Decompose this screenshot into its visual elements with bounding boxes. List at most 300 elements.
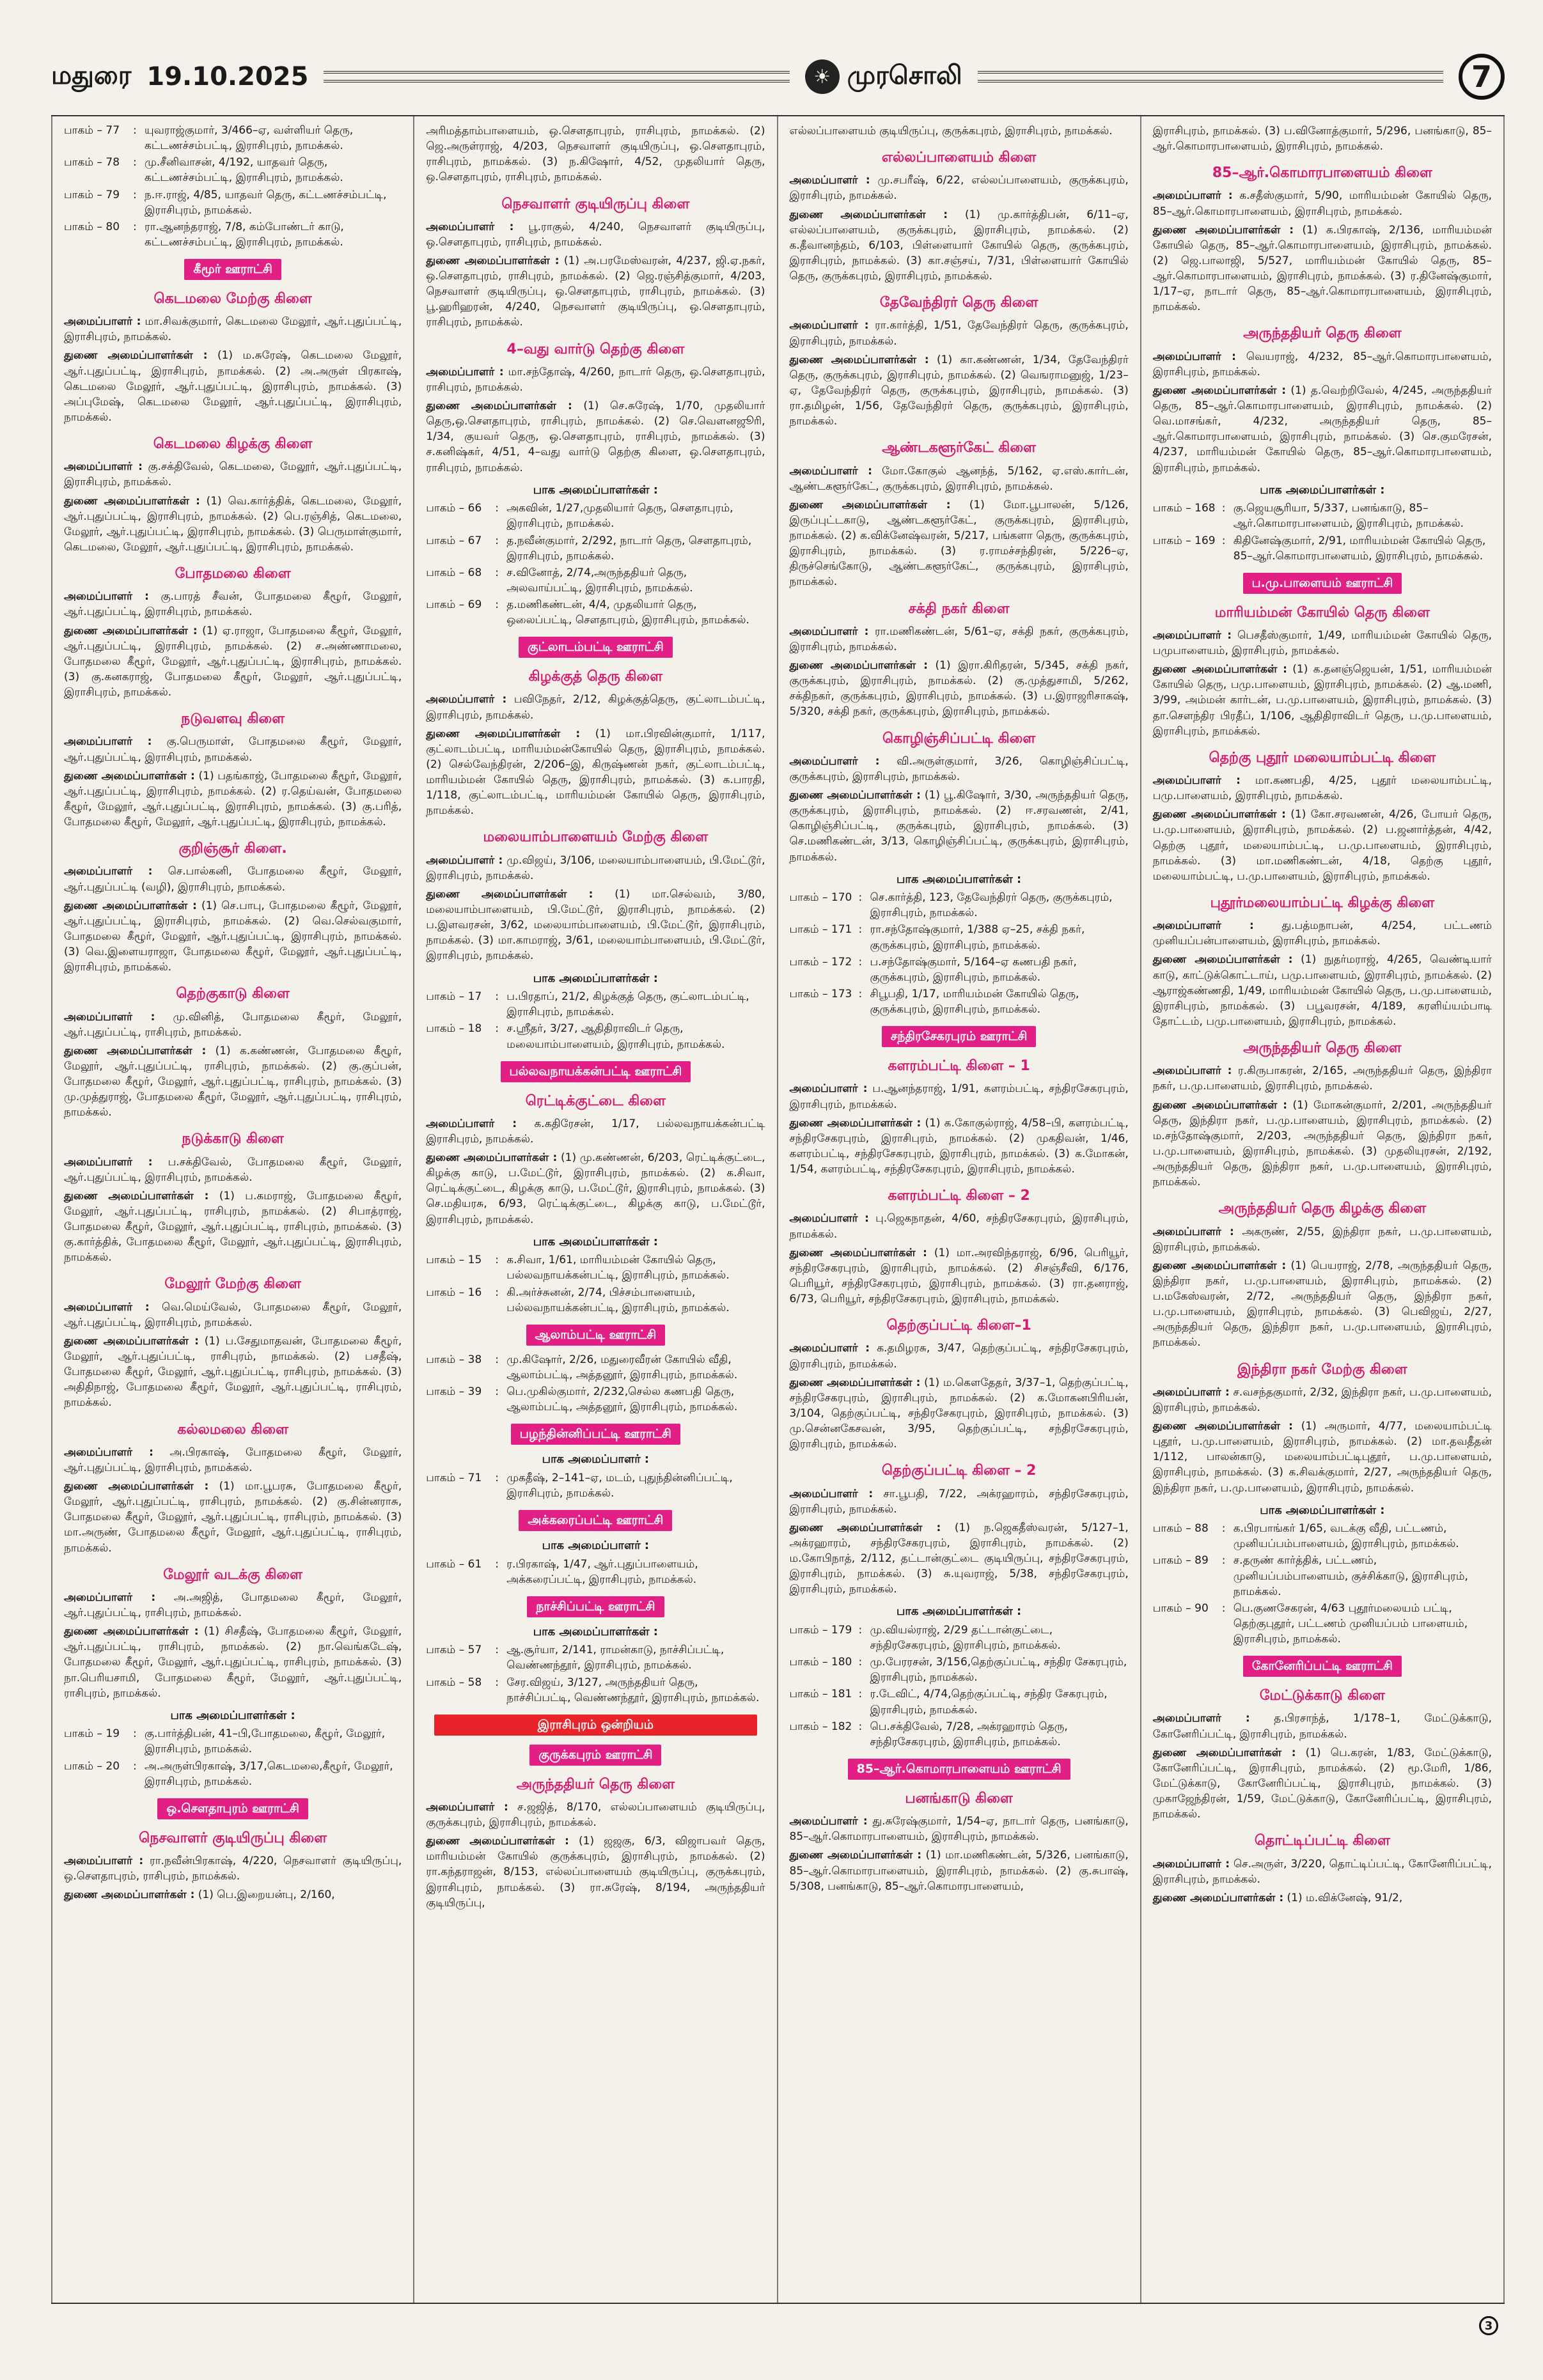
organiser-details: க.சதீஸ்குமார், 5/90, மாரியம்மன் கோயில் தெரு, 85–ஆர்.கொமாரபாளையம், இராசிபுரம், நாமக்கல். (1152, 189, 1492, 218)
organiser-details: (1) த.வெற்றிவேல், 4/245, அருந்ததியர் தெரு, 85–ஆர்.கொமாரபாளையம், இராசிபுரம், நாமக்கல். (2) வெ.மாசங்கர், 4/232, அருந்ததியர் தெரு, 85–ஆர்.கொமாரபாளையம், இராசிபுரம், நாமக்கல். (3) செ.குமரேசன், 4/237, மாரியம்மன் கோயில் தெரு, 85–ஆர்.கொமாரபாளையம், இராசிபுரம், நாமக்கல். (1152, 384, 1492, 474)
panchayat-banner: ஆலாம்பட்டி ஊராட்சி (526, 1325, 666, 1346)
organiser-entry (1153, 952, 1492, 1029)
role-label: அமைப்பாளர் : (426, 853, 503, 867)
part-organiser: க.சிவா, 1/61, மாரியம்மன் கோயில் தெரு, பல்லவநாயக்கன்பட்டி, இராசிபுரம், நாமக்கல். (506, 1254, 730, 1282)
part-entry (426, 501, 765, 531)
column-3 (778, 116, 1141, 2303)
role-label: அமைப்பாளர் : (426, 1117, 517, 1130)
branch-heading: அருந்ததியர் தெரு கிழக்கு கிளை (1218, 1201, 1427, 1217)
organiser-details: (1) சிசதீஷ், போதமலை கீழூர், மேலூர், ஆர்.புதுப்பட்டி, ராசிபுரம், நாமக்கல். (2) நா.வெங்கடேஷ், போதமலை கீழூர், மேலூர், ஆர்.புதுப்பட்டி, ராசிபுரம், நாமக்கல். (3) நா.பெரியசாமி, போதமலை கீழூர், மேலூர், ஆர்.புதுப்பட்டி, ராசிபுரம், நாமக்கல். (64, 1625, 402, 1700)
organiser-entry (426, 853, 765, 883)
role-label: அமைப்பாளர் : (426, 1800, 508, 1814)
part-organisers-heading: பாக அமைப்பாளர்கள் : (897, 872, 1022, 886)
branch-heading: கெடமலை மேற்கு கிளை (153, 290, 312, 307)
part-organiser: சேர.விஜய், 3/127, அருந்ததியர் தெரு, நாச்சிப்பட்டி, வெண்ணந்தூர், இராசிபுரம், நாமக்கல். (506, 1676, 760, 1704)
role-label: துணை அமைப்பாளர்கள் : (426, 727, 581, 740)
organiser-details: மோ.கோகுல் ஆனந்த், 5/162, ஏ.எஸ்.கார்டன், ஆண்டகளூர்கேட், குருக்கபுரம், இராசிபுரம், நாமக்கல். (789, 464, 1129, 493)
role-label: துணை அமைப்பாளர்கள் : (789, 1116, 921, 1130)
part-number: பாகம் – 68 (426, 566, 482, 579)
colon-separator: : (858, 923, 863, 937)
organiser-entry (64, 623, 402, 701)
part-number: பாகம் – 89 (1152, 1554, 1209, 1567)
organiser-details: வெ.மெய்வேல், போதமலை கீழூர், மேலூர், ஆர்.புதுப்பட்டி, இராசிபுரம், நாமக்கல். (64, 1300, 402, 1329)
organiser-details: (1) மா.செல்வம், 3/80, மலையாம்பாளையம், பி.மேட்டூர், இராசிபுரம், நாமக்கல். (2) ப.இளவரசன், 3/62, மலையாம்பாளையம், பி.மேட்டூர், இராசிபுரம், நாமக்கல். (3) மா.காமராஜ், 3/61, மலையாம்பாளையம், பி.மேட்டூர், இராசிபுரம், நாமக்கல். (426, 887, 765, 963)
role-label: துணை அமைப்பாளர்கள் : (1152, 1891, 1284, 1904)
role-label: துணை அமைப்பாளர்கள் : (789, 353, 929, 366)
branch-heading: 85–ஆர்.கொமாரபாளையம் கிளை (1212, 165, 1432, 182)
branch-heading: 4–வது வார்டு தெற்கு கிளை (506, 341, 685, 357)
part-number: பாகம் – 173 (789, 987, 852, 1000)
organiser-entry (426, 887, 765, 964)
colon-separator: : (133, 124, 137, 137)
part-number: பாகம் – 61 (426, 1557, 482, 1571)
panchayat-banner: சந்திரசேகரபுரம் ஊராட்சி (882, 1026, 1037, 1047)
part-organiser: பெ.முகில்குமார், 2/232,செல்ல கணபதி தெரு, ஆலாம்பட்டி, அத்தனூர், இராசிபுரம், நாமக்கல். (506, 1385, 738, 1414)
part-number: பாகம் – 57 (426, 1644, 482, 1657)
organiser-entry (790, 318, 1129, 348)
part-number: பாகம் – 182 (789, 1720, 852, 1733)
part-organiser: யுவராஜ்குமார், 3/466–ஏ, வள்ளியர் தெரு, கட்டணச்சம்பட்டி, இராசிபுரம், நாமக்கல். (145, 124, 354, 153)
organiser-details: (1) பூ.கிஷோர், 3/30, அருந்ததியர் தெரு, குருக்கபுரம், இராசிபுரம், நாமக்கல். (2) ஈ.சரவணன், 2/41, கொழிஞ்சிப்பட்டி, குருக்கபுரம், இராசிபுரம், நாமக்கல். (3) செ.மணிகண்டன், 3/13, கொழிஞ்சிப்பட்டி, குருக்கபுரம், இராசிபுரம், நாமக்கல். (789, 789, 1129, 864)
colon-separator: : (858, 1656, 863, 1669)
colon-separator: : (133, 1727, 137, 1741)
part-number: பாகம் – 172 (789, 955, 852, 968)
part-organiser: ப.பிரதாப், 21/2, கிழக்குத் தெரு, குட்லாடம்பட்டி, இராசிபுரம், நாமக்கல். (506, 990, 749, 1019)
organiser-entry (64, 1300, 402, 1330)
organiser-entry (64, 494, 402, 556)
part-entry (64, 219, 402, 250)
part-entry (426, 989, 765, 1020)
organiser-entry (1153, 1098, 1492, 1190)
role-label: துணை அமைப்பாளர்கள் : (1152, 1420, 1293, 1433)
organiser-details: (1) ப.சேதுமாதவன், போதமலை கீழூர், மேலூர், ஆர்.புதுப்பட்டி, ராசிபுரம், நாமக்கல். (2) பசதீஷ், போதமலை கீழூர், மேலூர், ஆர்.புதுப்பட்டி, ராசிபுரம், நாமக்கல். (3) அதிதிநாஜ், போதமலை கீழூர், மேலூர், ஆர்.புதுப்பட்டி, ராசிபுரம், நாமக்கல். (64, 1334, 402, 1410)
role-label: அமைப்பாளர் : (789, 1487, 873, 1500)
part-number: பாகம் – 20 (64, 1759, 120, 1773)
organiser-entry (1153, 1385, 1492, 1415)
role-label: துணை அமைப்பாளர்கள் : (789, 659, 928, 673)
organiser-details: (1) இரா.கிரிதரன், 5/345, சக்தி நகர், குருக்கபுரம், இராசிபுரம், நாமக்கல். (2) கு.முத்துசாமி, 5/262, சக்திநகர், குருக்கபுரம், இராசிபுரம், நாமக்கல். (3) ப.இராஜரிசாகஷ், 5/320, சக்தி நகர், குருக்கபுரம், இராசிபுரம், நாமக்கல். (789, 659, 1129, 719)
organiser-entry (64, 459, 402, 490)
colon-separator: : (495, 1254, 499, 1267)
organiser-details: ப.ஆனந்தராஜ், 1/91, களரம்பட்டி, சந்திரசேகரபுரம், இராசிபுரம், நாமக்கல். (789, 1082, 1129, 1111)
part-organiser: சிபூபதி, 1/17, மாரியம்மன் கோயில் தெரு, குருக்கபுரம், இராசிபுரம், நாமக்கல். (870, 987, 1079, 1016)
role-label: அமைப்பாளர் : (426, 220, 514, 233)
organiser-details: (1) ஏ.ராஜா, போதமலை கீழூர், மேலூர், ஆர்.புதுப்பட்டி, இராசிபுரம், நாமக்கல். (2) ச.அண்ணாமலை, போதமலை கீழூர், மேலூர், ஆர்.புதுப்பட்டி, இராசிபுரம், நாமக்கல். (3) கு.கனகராஜ், போதமலை கீழூர், மேலூர், ஆர்.புதுப்பட்டி, இராசிபுரம், நாமக்கல். (64, 624, 402, 699)
colon-separator: : (1221, 534, 1226, 547)
branch-heading: தேவேந்திரர் தெரு கிளை (879, 295, 1038, 311)
organiser-entry (64, 1043, 402, 1121)
organiser-entry (64, 1624, 402, 1701)
branch-heading: நடுக்காடு கிளை (182, 1131, 284, 1147)
branch-heading: பனங்காடு கிளை (905, 1790, 1013, 1807)
organiser-details: (1) ம.கௌதேதர், 3/37–1, தெற்குப்பட்டி, சந்திரசேகரபுரம், இராசிபுரம், நாமக்கல். (2) க.மோகனபிரியன், 3/104, தெற்குப்பட்டி, சந்திரசேகரபுரம், இராசிபுரம், நாமக்கல். (3) மு.சென்னகேசவன், 3/95, தெற்குப்பட்டி, சந்திரசேகரபுரம், இராசிபுரம், நாமக்கல். (789, 1376, 1129, 1451)
part-entry (790, 1622, 1129, 1653)
page-number: 7 (1459, 54, 1505, 100)
organiser-entry (64, 768, 402, 830)
part-number: பாகம் – 90 (1152, 1601, 1209, 1615)
organiser-details: க.தமிழரசு, 3/47, தெற்குப்பட்டி, சந்திரசேகரபுரம், இராசிபுரம், நாமக்கல். (789, 1342, 1129, 1371)
part-organiser: முகதீஷ், 2–141–ஏ, மடம், புதுந்தின்னிப்பட்டி, இராசிபுரம், நாமக்கல். (506, 1471, 733, 1500)
masthead-rule (324, 71, 789, 82)
part-number: பாகம் – 17 (426, 990, 482, 1004)
organiser-details: (1) க.பிரகாஷ், 2/136, மாரியம்மன் கோயில் தெரு, 85–ஆர்.கொமாரபாளையம், இராசிபுரம், நாமக்கல். (2) ஜெ.பாலாஜி, 5/527, மாரியம்மன் கோயில் தெரு, 85–ஆர்.கொமாரபாளையம், இராசிபுரம், நாமக்கல். (3) ர.தினேஷ்குமார், 1/17–ஏ, நாடார் தெரு, 85–ஆர்.கொமாரபாளையம், இராசிபுரம், நாமக்கல். (1152, 223, 1492, 314)
organiser-details: (1) செ.சுரேஷ், 1/70, முதலியார் தெரு,ஒ.சௌதாபுரம், ராசிபுரம், நாமக்கல். (2) செ.வெளனஜூரி, 1/34, குயவர் தெரு, ஒ.சௌதாபுரம், ராசிபுரம், நாமக்கல். (3) ச.கனிஷ்கர், 4/51, 4–வது வார்டு தெற்கு கிளை, ஒ.சௌதாபுரம், ராசிபுரம், நாமக்கல். (426, 400, 765, 474)
colon-separator: : (858, 1688, 863, 1701)
organiser-details: சா.பூபதி, 7/22, அக்ரஹாரம், சந்திரசேகரபுரம், இராசிபுரம், நாமக்கல். (789, 1487, 1129, 1516)
part-entry (64, 1726, 402, 1757)
organiser-entry (64, 898, 402, 976)
organiser-details: கு.சக்திவேல், கெடமலை, மேலூர், ஆர்.புதுப்பட்டி, இராசிபுரம், நாமக்கல். (64, 460, 402, 489)
role-label: துணை அமைப்பாளர்கள் : (1152, 808, 1286, 821)
part-organiser: மு.பேரரசன், 3/156,தெற்குப்பட்டி, சந்திர சேகரபுரம், இராசிபுரம், நாமக்கல். (870, 1656, 1127, 1684)
part-organiser: கு.ஜெயசூரியா, 5/337, பனங்காடு, 85–ஆர்.கொமாரபாளையம், இராசிபுரம், நாமக்கல். (1233, 502, 1464, 531)
organiser-entry (790, 1375, 1129, 1452)
organiser-details: க.கதிரேசன், 1/17, பல்லவநாயக்கன்பட்டி இராசிபுரம், நாமக்கல். (426, 1117, 765, 1146)
colon-separator: : (495, 1022, 499, 1036)
role-label: துணை அமைப்பாளர்கள் : (64, 1044, 207, 1057)
organiser-details: (1) மோ.பூபாலன், 5/126, இருப்புட்டகாடு, ஆண்டகளூர்கேட், குருக்கபுரம், இராசிபுரம், நாமக்கல். (2) க.விக்னேஷ்வரன், 5/217, பங்களா தெரு, குருக்கபுரம், இராசிபுரம், நாமக்கல். (3) ர.ராமச்சந்திரன், 5/226–ஏ, திருச்செங்கோடு, ஆண்டகளூர்கேட், குருக்கபுரம், இராசிபுரம், நாமக்கல். (789, 498, 1129, 589)
organiser-details: அ.அஜித், போதமலை கீழூர், மேலூர், ஆர்.புதுப்பட்டி, ராசிபுரம், நாமக்கல். (64, 1591, 402, 1620)
organiser-entry (1153, 662, 1492, 739)
part-entry (426, 1252, 765, 1283)
column-2 (414, 116, 778, 2303)
part-number: பாகம் – 38 (426, 1353, 482, 1366)
organiser-entry (426, 1833, 765, 1911)
branch-heading: களரம்பட்டி கிளை – 2 (888, 1188, 1030, 1204)
organiser-entry (790, 658, 1129, 720)
organiser-entry (790, 754, 1129, 784)
panchayat-banner: அக்கரைப்பட்டி ஊராட்சி (519, 1510, 672, 1531)
branch-heading: தொட்டிப்பட்டி கிளை (1254, 1833, 1390, 1849)
organiser-details: ரா.மணிகண்டன், 5/61–ஏ, சக்தி நகர், குருக்கபுரம், இராசிபுரம், நாமக்கல். (789, 625, 1129, 653)
organiser-entry (790, 352, 1129, 430)
branch-heading: மலையாம்பாளையம் மேற்கு கிளை (483, 829, 709, 846)
organiser-details: (1) க.கோகுல்ராஜ், 4/58–பி, களரம்பட்டி, சந்திரசேகரபுரம், இராசிபுரம், நாமக்கல். (2) முகதிவன், 1/46, களரம்பட்டி, சந்திரசேகரபுரம், இராசிபுரம், நாமக்கல். (3) க.மோகன், 1/54, களரம்பட்டி, சந்திரசேகரபுரம், இராசிபுரம், நாமக்கல். (789, 1116, 1129, 1176)
role-label: துணை அமைப்பாளர்கள் : (1152, 223, 1294, 237)
branch-heading: அருந்ததியர் தெரு கிளை (516, 1776, 675, 1793)
role-label: அமைப்பாளர் : (64, 1591, 156, 1604)
organiser-details: து.சுரேஷ்குமார், 1/54–ஏ, நாடார் தெரு, பனங்காடு, 85–ஆர்.கொமாரபாளையம், இராசிபுரம், நாமக்கல். (789, 1815, 1129, 1844)
part-organiser: ர.டேவிட், 4/74,தெற்குப்பட்டி, சந்திர சேகரபுரம், இராசிபுரம், நாமக்கல். (870, 1688, 1108, 1716)
part-entry (64, 155, 402, 185)
role-label: அமைப்பாளர் : (1152, 774, 1241, 788)
organiser-details: (1) பெ.இறையன்பு, 2/160, (198, 1888, 335, 1902)
part-organisers-heading: பாக அமைப்பாளர்கள் : (533, 1234, 658, 1248)
panchayat-banner: கீமூர் ஊராட்சி (184, 259, 281, 280)
organiser-details: வெயராஜ், 4/232, 85–ஆர்.கொமாரபாளையம், இராசிபுரம், நாமக்கல். (1152, 350, 1492, 378)
part-number: பாகம் – 18 (426, 1022, 482, 1036)
part-number: பாகம் – 66 (426, 502, 482, 515)
role-label: அமைப்பாளர் : (64, 1010, 155, 1023)
panchayat-banner: பல்லவநாயக்கன்பட்டி ஊராட்சி (501, 1061, 691, 1082)
organiser-details: (1) ஜஜகு, 6/3, விஜாபவர் தெரு, மாரியம்மன் கோயில் குருக்கபுரம், இராசிபுரம், நாமக்கல். (2) ரா.கந்தராஜன், 8/153, எல்லப்பாளையம் குடியிருப்பு, குருக்கபுரம், இராசிபுரம், நாமக்கல். (3) ரா.சுரேஷ், 8/194, அருந்ததியர் குடியிருப்பு, (426, 1835, 765, 1909)
organiser-entry (790, 1245, 1129, 1307)
part-entry (790, 1719, 1129, 1750)
colon-separator: : (1221, 1522, 1226, 1536)
role-label: அமைப்பாளர் : (64, 1855, 144, 1868)
branch-heading: கல்லமலை கிளை (177, 1421, 288, 1438)
organiser-entry (426, 219, 765, 250)
branch-heading: இந்திரா நகர் மேற்கு கிளை (1237, 1361, 1407, 1378)
part-organiser: கிதினேஷ்குமார், 2/91, மாரியம்மன் கோயில் தெரு, 85–ஆர்.கொமாரபாளையம், இராசிபுரம், நாமக்கல். (1233, 534, 1486, 563)
organiser-entry (1153, 222, 1492, 315)
organiser-entry (64, 1853, 402, 1884)
organiser-details: (1) மா.மணிகண்டன், 5/326, பனங்காடு, 85–ஆர்.கொமாரபாளையம், இராசிபுரம், நாமக்கல். (2) கு.சுபாஷ், 5/308, பனங்காடு, 85–ஆர்.கொமாரபாளையம், (789, 1849, 1129, 1893)
branch-heading: சக்தி நகர் கிளை (908, 600, 1010, 617)
part-organiser: ஆ.சூர்யா, 2/141, ராமன்காடு, நாச்சிப்பட்டி, வெண்ணந்தூர், இராசிபுரம், நாமக்கல். (506, 1644, 725, 1672)
part-entry (64, 187, 402, 218)
part-number: பாகம் – 58 (426, 1676, 482, 1689)
organiser-details: த.பிரசாந்த், 1/178–1, மேட்டுக்காடு, கோனேரிப்பட்டி, இராசிபுரம், நாமக்கல். (1152, 1712, 1492, 1741)
role-label: துணை அமைப்பாளர்கள் : (789, 498, 951, 511)
part-number: பாகம் – 78 (64, 156, 120, 169)
organiser-entry (426, 364, 765, 395)
masthead-rule (978, 71, 1443, 82)
branch-heading: தெற்கு புதூர் மலையாம்பட்டி கிளை (1209, 749, 1436, 766)
role-label: துணை அமைப்பாளர்கள் : (64, 899, 197, 912)
colon-separator: : (858, 955, 863, 968)
role-label: அமைப்பாளர் : (789, 319, 869, 332)
organiser-details: செ.பால்கனி, போதமலை கீழூர், மேலூர், ஆர்.புதுப்பட்டி (வழி), இராசிபுரம், நாமக்கல். (64, 865, 402, 894)
part-number: பாகம் – 80 (64, 220, 120, 233)
part-organiser: ச.வினோத், 2/74,அருந்ததியர் தெரு, அலவாய்பட்டி, இராசிபுரம், நாமக்கல். (506, 566, 693, 595)
branch-heading: மேலூர் வடக்கு கிளை (163, 1566, 303, 1583)
colon-separator: : (495, 1353, 499, 1366)
organiser-details: மா.கணபதி, 4/25, புதூர் மலையாம்பட்டி, பமு.பாளையம், இராசிபுரம், நாமக்கல். (1152, 774, 1492, 803)
organiser-entry (790, 173, 1129, 203)
part-number: பாகம் – 67 (426, 534, 482, 547)
panchayat-banner: கோனேரிப்பட்டி ஊராட்சி (1243, 1656, 1402, 1677)
part-entry (1153, 1521, 1492, 1552)
organiser-entry (1153, 1856, 1492, 1887)
part-entry (426, 1675, 765, 1706)
colon-separator: : (495, 990, 499, 1004)
part-number: பாகம் – 77 (64, 124, 120, 137)
footer-page-marker: 3 (1479, 2316, 1498, 2335)
role-label: அமைப்பாளர் : (426, 365, 504, 378)
part-entry (426, 1021, 765, 1052)
role-label: அமைப்பாளர் : (64, 1155, 153, 1169)
branch-heading: குறிஞ்சூர் கிளை. (178, 841, 287, 857)
sun-emblem-icon: ☀ (805, 59, 840, 94)
role-label: துணை அமைப்பாளர்கள் : (789, 1521, 941, 1534)
role-label: துணை அமைப்பாளர்கள் : (426, 254, 560, 267)
organiser-entry (1153, 349, 1492, 380)
role-label: அமைப்பாளர் : (789, 464, 872, 478)
part-entry (790, 986, 1129, 1017)
panchayat-banner: பழந்தின்னிப்பட்டி ஊராட்சி (511, 1424, 680, 1445)
branch-heading: ஆண்டகளூர்கேட் கிளை (882, 440, 1036, 456)
organiser-entry (790, 1486, 1129, 1517)
branch-heading: புதூர்மலையாம்பட்டி கிழக்கு கிளை (1210, 894, 1435, 911)
organiser-details: (1) பெ.கரன், 1/83, மேட்டுக்காடு, கோனேரிப்பட்டி, இராசிபுரம், நாமக்கல். (2) மூ.மேரி, 1/86, மேட்டுக்காடு, கோனேரிப்பட்டி, இராசிபுரம், நாமக்கல். (3) முகாஜேந்திரன், 1/59, மேட்டுக்காடு, கோனேரிப்பட்டி, இராசிபுரம், நாமக்கல். (1152, 1746, 1492, 1821)
role-label: அமைப்பாளர் : (1152, 189, 1233, 203)
organiser-entry (426, 1116, 765, 1147)
part-entry (426, 1470, 765, 1501)
organiser-entry (790, 1211, 1129, 1241)
organiser-details: ச.ஜஜித், 8/170, எல்லப்பாளையம் குடியிருப்பு, குருக்கபுரம், இராசிபுரம், நாமக்கல். (426, 1800, 765, 1830)
part-organiser: த.நவீன்குமார், 2/292, நாடார் தெரு, சௌதாபுரம், இராசிபுரம், நாமக்கல். (506, 534, 752, 563)
part-organisers-heading: பாக அமைப்பாளர்கள் : (897, 1605, 1022, 1619)
role-label: அமைப்பாளர் : (1152, 919, 1254, 933)
colon-separator: : (858, 1720, 863, 1733)
colon-separator: : (495, 534, 499, 547)
organiser-entry (64, 1009, 402, 1040)
role-label: துணை அமைப்பாளர்கள் : (1152, 1098, 1288, 1112)
part-organiser: செ.கார்த்தி, 123, தேவேந்திரர் தெரு, குருக்கபுரம், இராசிபுரம், நாமக்கல். (870, 891, 1113, 920)
part-organiser: அகவின், 1/27,முதலியார் தெரு, சௌதாபுரம், இராசிபுரம், நாமக்கல். (506, 502, 733, 531)
continued-text: அரிமத்தாம்பாளையம், ஒ.சௌதாபுரம், ராசிபுரம், நாமக்கல். (2) ஜெ.அருள்ராஜ், 4/203, நெசவாளர் குடியிருப்பு, ஒ.சௌதாபுரம், ராசிபுரம், நாமக்கல். (3) ந.கிஷோர், 4/52, முதலியார் தெரு, ஒ.சௌதாபுரம், ராசிபுரம், நாமக்கல். (426, 125, 765, 184)
organiser-details: (1) ம.விக்னேஷ், 91/2, (1287, 1891, 1403, 1904)
organiser-entry (790, 1341, 1129, 1371)
organiser-entry (64, 734, 402, 765)
role-label: துணை அமைப்பாளர்கள் : (789, 789, 921, 802)
role-label: துணை அமைப்பாளர்கள் : (64, 624, 198, 637)
role-label: துணை அமைப்பாளர்கள் : (789, 1246, 927, 1259)
organiser-entry (1153, 1419, 1492, 1496)
organiser-details: (1) அருமார், 4/77, மலையாம்பட்டி புதூர், ப.மு.பாளையம், இராசிபுரம், நாமக்கல். (2) மா.தவதீதன் 1/112, பாலன்காடு, மலையாம்பட்டிபுதூர், ப.மு.பாளையம், இராசிபுரம், நாமக்கல். (3) க.சிவக்குமார், 2/27, அருந்ததியர் தெரு, இந்திரா நகர், ப.மு.பாளையம், இராசிபுரம், நாமக்கல். (1152, 1420, 1492, 1495)
branch-heading: மாரியம்மன் கோயில் தெரு கிளை (1214, 604, 1430, 621)
organiser-entry (426, 692, 765, 722)
role-label: அமைப்பாளர் : (789, 625, 869, 638)
issue-date: 19.10.2025 (146, 62, 309, 91)
part-number: பாகம் – 168 (1152, 502, 1216, 515)
part-entry (790, 922, 1129, 953)
organiser-entry (790, 1847, 1129, 1894)
organiser-entry (1153, 918, 1492, 949)
part-number: பாகம் – 171 (789, 923, 852, 937)
role-label: அமைப்பாளர் : (64, 1300, 150, 1314)
organiser-details: மா.சிவக்குமார், கெடமலை மேலூர், ஆர்.புதுப்பட்டி, இராசிபுரம், நாமக்கல். (64, 315, 402, 344)
part-organiser: கு.பார்த்திபன், 41–பி,போதமலை, கீழூர், மேலூர், இராசிபுரம், நாமக்கல். (145, 1727, 386, 1756)
role-label: அமைப்பாளர் : (1152, 1857, 1230, 1871)
role-label: அமைப்பாளர் : (789, 1815, 868, 1828)
organiser-entry (1153, 1224, 1492, 1255)
organiser-details: பூ.ராகுல், 4/240, நெசவாளர் குடியிருப்பு, ஒ.சௌதாபுரம், ராசிபுரம், நாமக்கல். (426, 220, 765, 249)
part-organiser: க.பிரபாங்கர் 1/65, வடக்கு வீதி, பட்டணம், முனியப்பம்பாளையம், இராசிபுரம், நாமக்கல். (1233, 1522, 1459, 1551)
organiser-entry (790, 788, 1129, 865)
organiser-entry (426, 398, 765, 476)
role-label: அமைப்பாளர் : (64, 735, 152, 749)
organiser-details: (1) அ.பரமேஸ்வரன், 4/237, ஜி.ஏ.நகர், ஒ.சௌதாபுரம், ராசிபுரம், நாமக்கல். (2) ஜெ.ரஞ்சித்குமார், 4/203, நெசவாளர் குடியிருப்பு, ஒ.சௌதாபுரம், ராசிபுரம், நாமக்கல். (3) பூ.ஹரிஹரன், 4/240, நெசவாளர் குடியிருப்பு, ஒ.சௌதாபுரம், ராசிபுரம், நாமக்கல். (426, 254, 765, 329)
part-entry (1153, 1601, 1492, 1647)
organiser-entry (1153, 628, 1492, 658)
organiser-details: மு.விஜய், 3/106, மலையாம்பாளையம், பி.மேட்டூர், இராசிபுரம், நாமக்கல். (426, 853, 765, 882)
role-label: அமைப்பாளர் : (64, 315, 141, 329)
organiser-details: (1) மா.பிரவின்குமார், 1/117, குட்லாடம்பட்டி, மாரியம்மன்கோயில் தெரு, இராசிபுரம், நாமக்கல். (2) செல்வேந்திரன், 2/206–இ, கிருஷ்ணன் நகர், குட்லாடம்பட்டி, மாரியம்மன் கோயில் தெரு, இராசிபுரம், நாமக்கல். (3) க.பாரதி, 1/118, குட்லாடம்பட்டி, மாரியம்மன் கோயில் தெரு, இராசிபுரம், நாமக்கல். (426, 727, 765, 818)
colon-separator: : (1221, 1554, 1226, 1567)
role-label: அமைப்பாளர் : (64, 590, 149, 603)
colon-separator: : (495, 1557, 499, 1571)
organiser-details: மா.சந்தோஷ், 4/260, நாடார் தெரு, ஒ.சௌதாபுரம், ராசிபுரம், நாமக்கல். (426, 365, 765, 394)
part-organiser: அ.அருள்பிரகாஷ், 3/17,கெடமலை,கீழூர், மேலூர், இராசிபுரம், நாமக்கல். (145, 1759, 393, 1788)
branch-heading: போதமலை கிளை (175, 566, 291, 582)
panchayat-banner: குருக்கபுரம் ஊராட்சி (529, 1745, 661, 1766)
role-label: துணை அமைப்பாளர்கள் : (1152, 384, 1287, 397)
part-organiser: ச.ஸ்ரீதர், 3/27, ஆதிதிராவிடர் தெரு, மலையாம்பாளையம், இராசிபுரம், நாமக்கல். (506, 1022, 725, 1051)
organiser-details: அகருண், 2/55, இந்திரா நகர், ப.மு.பாளையம், இராசிபுரம், நாமக்கல். (1152, 1225, 1492, 1254)
organiser-details: பு.ஜெகநாதன், 4/60, சந்திரசேகரபுரம், இராசிபுரம், நாமக்கல். (789, 1212, 1129, 1241)
colon-separator: : (495, 1644, 499, 1657)
part-organiser: ப.சந்தோஷ்குமார், 5/164–ஏ கணபதி நகர், குருக்கபுரம், இராசிபுரம், நாமக்கல். (870, 955, 1077, 984)
organiser-details: (1) மா.அரவிந்தராஜ், 6/96, பெரியூர், சந்திரசேகரபுரம், இராசிபுரம், நாமக்கல். (2) சிசஞ்சீவி, 6/176, பெரியூர், சந்திரசேகரபுரம், இராசிபுரம், நாமக்கல். (3) ரா.தனராஜ், 6/73, பெரியூர், சந்திரசேகரபுரம், இராசிபுரம், நாமக்கல். (789, 1246, 1129, 1306)
part-organiser: கி.அர்ச்சுனன், 2/74, பிச்சம்பாளையம், பல்லவநாயக்கன்பட்டி, இராசிபுரம், நாமக்கல். (506, 1286, 730, 1314)
colon-separator: : (495, 598, 499, 612)
part-number: பாகம் – 15 (426, 1254, 482, 1267)
branch-heading: தெற்குகாடு கிளை (176, 986, 290, 1002)
colon-separator: : (495, 1471, 499, 1484)
organiser-details: (1) நுதர்மராஜ், 4/265, வெண்டியார் காடு, காட்டுக்கொட்டாய், பமு.பாளையம், இராசிபுரம், நாமக்கல். (2) ஆராஜ்கண்ணதி, 1/49, மாரியம்மன் கோயில் தெரு, ப.மு.பாளையம், இராசிபுரம், நாமக்கல். (3) பபூவரசன், 4/189, கரளிய்யம்பாடி தோட்டம், பமு.பாளையம், இராசிபுரம், நாமக்கல். (1152, 953, 1492, 1028)
organiser-details: அ.பிரகாஷ், போதமலை கீழூர், மேலூர், ஆர்.புதுப்பட்டி, இராசிபுரம், நாமக்கல். (64, 1445, 402, 1474)
part-organisers-heading: பாக அமைப்பாளர்கள் : (1260, 1503, 1385, 1517)
organiser-details: மு.சபரீஷ், 6/22, எல்லப்பாளையம், குருக்கபுரம், இராசிபுரம், நாமக்கல். (789, 174, 1129, 203)
part-entry (790, 890, 1129, 921)
continued-text: இராசிபுரம், நாமக்கல். (3) ப.வினோத்குமார், 5/296, பனங்காடு, 85–ஆர்.கொமாரபாளையம், இராசிபுரம், நாமக்கல். (1152, 125, 1492, 153)
organiser-details: ச.வசந்தகுமார், 2/32, இந்திரா நகர், ப.மு.பாளையம், இராசிபுரம், நாமக்கல். (1152, 1385, 1492, 1414)
role-label: அமைப்பாளர் : (64, 1445, 153, 1459)
continued-text: எல்லப்பாளையம் குடியிருப்பு, குருக்கபுரம், இராசிபுரம், நாமக்கல். (789, 125, 1113, 137)
organiser-entry (790, 497, 1129, 590)
branch-heading: நெசவாளர் குடியிருப்பு கிளை (501, 196, 690, 212)
column-4 (1141, 116, 1505, 2303)
part-number: பாகம் – 170 (789, 891, 852, 905)
part-number: பாகம் – 79 (64, 188, 120, 201)
branch-heading: அருந்ததியர் தெரு கிளை (1243, 325, 1402, 342)
organiser-details: கு.பெருமாள், போதமலை கீழூர், மேலூர், ஆர்.புதுப்பட்டி, இராசிபுரம், நாமக்கல். (64, 735, 402, 764)
organiser-details: (1) பெயராஜ், 2/78, அருந்ததியர் தெரு, இந்திரா நகர், ப.மு.பாளையம், இராசிபுரம், நாமக்கல். (2) ப.மகேஸ்வரன், 2/72, அருந்ததியர் தெரு, இந்திரா நகர், ப.மு.பாளையம், இராசிபுரம், நாமக்கல். (3) பெவிஜய், 2/27, அருந்ததியர் தெரு, இந்திரா நகர், ப.மு.பாளையம், இராசிபுரம், நாமக்கல். (1152, 1259, 1492, 1349)
organiser-entry (1153, 1063, 1492, 1094)
role-label: அமைப்பாளர் : (426, 693, 507, 706)
organiser-entry (1153, 383, 1492, 476)
part-entry (426, 1352, 765, 1383)
organiser-entry (1153, 1890, 1492, 1906)
part-organiser: ந.ஈ.ராஜ், 4/85, யாதவர் தெரு, கட்டணச்சம்பட்டி, இராசிபுரம், நாமக்கல். (145, 188, 387, 217)
role-label: அமைப்பாளர் : (789, 754, 880, 768)
organiser-details: து.பத்மநாபன், 4/254, பட்டணம் முனியப்பன்பாளையம், இராசிபுரம், நாமக்கல். (1152, 919, 1492, 948)
role-label: துணை அமைப்பாளர்கள் : (789, 1849, 922, 1862)
organiser-details: ப.சக்திவேல், போதமலை கீழூர், மேலூர், ஆர்.புதுப்பட்டி, இராசிபுரம், நாமக்கல். (64, 1155, 402, 1184)
part-organisers-heading: பாக அமைப்பாளர் : (542, 1452, 650, 1466)
part-organisers-heading: பாக அமைப்பாளர்கள் : (533, 483, 658, 497)
panchayat-banner: ப.மு.பாளையம் ஊராட்சி (1243, 573, 1402, 594)
part-organisers-heading: பாக அமைப்பாளர்கள் : (533, 971, 658, 985)
organiser-entry (64, 1334, 402, 1411)
part-entry (426, 1642, 765, 1673)
role-label: அமைப்பாளர் : (64, 865, 153, 878)
part-entry (64, 1759, 402, 1789)
part-organisers-heading: பாக அமைப்பாளர் : (542, 1538, 650, 1552)
union-banner: இராசிபுரம் ஒன்றியம் (434, 1715, 757, 1736)
part-organiser: பெ.சக்திவேல், 7/28, அக்ரஹாரம் தெரு, சந்திரசேகரபுரம், இராசிபுரம், நாமக்கல். (870, 1720, 1068, 1748)
role-label: துணை அமைப்பாளர்கள் : (64, 1480, 209, 1493)
organiser-details: (1) ம.சுரேஷ், கெடமலை மேலூர், ஆர்.புதுப்பட்டி, இராசிபுரம், நாமக்கல். (2) அ.அருள் பிரகாஷ், கெடமலை மேலூர், ஆர்.புதுப்பட்டி, இராசிபுரம், நாமக்கல். (3) அப்புமேஷ், கெடமலை மேலூர், ஆர்.புதுப்பட்டி, இராசிபுரம், நாமக்கல். (64, 349, 402, 424)
organiser-details: (1) க.கண்ணன், போதமலை கீழூர், மேலூர், ஆர்.புதுப்பட்டி, ராசிபுரம், நாமக்கல். (2) கு.குப்பன், போதமலை கீழூர், மேலூர், ஆர்.புதுப்பட்டி, ராசிபுரம், நாமக்கல். (3) மு.முத்துராஜ், போதமலை கீழூர், மேலூர், ஆர்.புதுப்பட்டி, ராசிபுரம், நாமக்கல். (64, 1044, 402, 1119)
role-label: அமைப்பாளர் : (1152, 350, 1236, 363)
role-label: அமைப்பாளர் : (789, 174, 870, 187)
organiser-entry (64, 589, 402, 619)
part-entry (426, 1557, 765, 1587)
part-entry (426, 533, 765, 564)
colon-separator: : (495, 502, 499, 515)
organiser-entry (64, 1590, 402, 1621)
organiser-entry (1153, 188, 1492, 219)
part-number: பாகம் – 88 (1152, 1522, 1209, 1536)
role-label: துணை அமைப்பாளர்கள் : (1152, 1259, 1287, 1272)
part-organiser: மு.வியல்ராஜ், 2/29 தட்டான்குட்டை, சந்திரசேகரபுரம், இராசிபுரம், நாமக்கல். (870, 1623, 1061, 1653)
column-1 (51, 116, 414, 2303)
organiser-entry (1153, 1745, 1492, 1823)
organiser-entry (426, 1800, 765, 1830)
